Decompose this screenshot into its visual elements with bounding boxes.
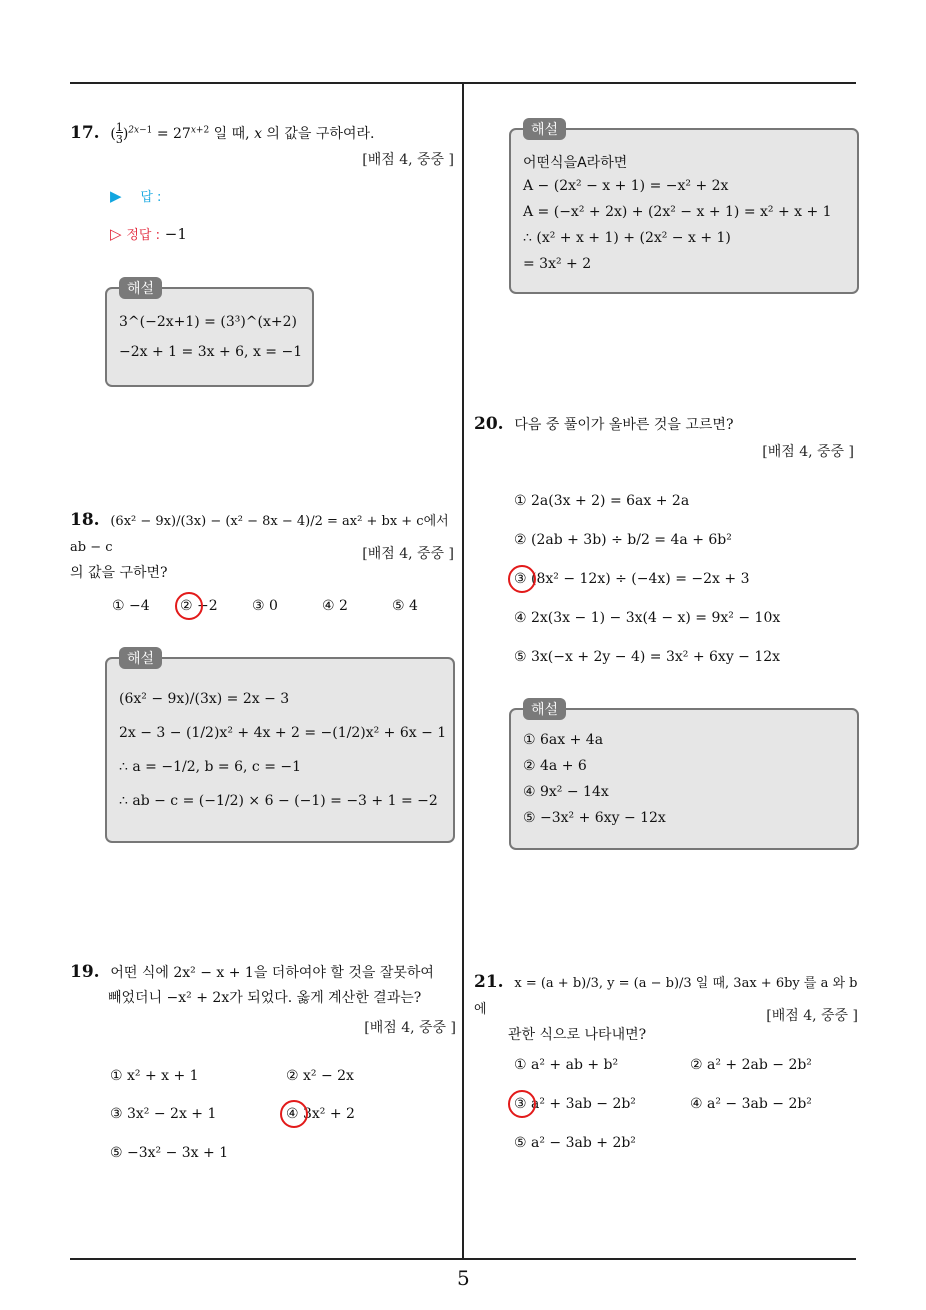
explanation-line: ∴ a = −1/2, b = 6, c = −1 — [119, 759, 302, 775]
explanation-box-20 — [509, 702, 859, 850]
problem-21 — [474, 970, 858, 1047]
choice-4[interactable]: ④ 3x² + 2 — [286, 1106, 355, 1122]
explanation-line: 3^(−2x+1) = (3³)^(x+2) — [119, 314, 297, 330]
problem-question-cont: 의 값을 구하면? — [70, 565, 168, 581]
selected-answer-circle — [508, 1090, 536, 1118]
problem-question: (6x² − 9x)/(3x) − (x² − 8x − 4)/2 = ax² + bx + c에서 ab − c — [70, 514, 449, 555]
problem-question: x = (a + b)/3, y = (a − b)/3 일 때, 3ax + 6by 를 a 와 b 에 — [474, 976, 858, 1017]
explanation-tag: 해설 — [119, 277, 162, 299]
explanation-box-19 — [509, 122, 859, 294]
problem-meta: [배점 4, 중중 ] — [364, 1020, 456, 1036]
selected-answer-circle — [280, 1100, 308, 1128]
explanation-tag: 해설 — [119, 647, 162, 669]
choice-3[interactable]: ③ (8x² − 12x) ÷ (−4x) = −2x + 3 — [514, 571, 750, 587]
page-number: 5 — [457, 1266, 470, 1290]
problem-18 — [70, 508, 454, 585]
explanation-line: ∴ ab − c = (−1/2) × 6 − (−1) = −3 + 1 = −2 — [119, 793, 438, 809]
correct-label: 정답 : — [126, 228, 160, 243]
choice-1[interactable]: ① 2a(3x + 2) = 6ax + 2a — [514, 493, 690, 509]
explanation-line: ⑤ −3x² + 6xy − 12x — [523, 810, 666, 826]
correct-marker: ▷ — [110, 225, 122, 243]
problem-number: 20. — [474, 414, 504, 434]
choice-5[interactable]: ⑤ −3x² − 3x + 1 — [110, 1145, 229, 1161]
answer-marker: ▶ — [110, 187, 122, 205]
problem-question: (1 $3)^{2x-1} = 27^{x+2}$ 일 때, x 의 값을 구하여라. — [110, 120, 375, 146]
problem-meta: [배점 4, 중중 ] — [762, 444, 854, 460]
problem-meta: [배점 4, 중중 ] — [362, 546, 454, 562]
problem-question: 어떤 식에 2x² − x + 1을 더하여야 할 것을 잘못하여 — [110, 965, 434, 981]
explanation-line: 2x − 3 − (1/2)x² + 4x + 2 = −(1/2)x² + 6x − 1 — [119, 725, 447, 741]
choice-2[interactable]: ② −2 — [180, 598, 218, 614]
explanation-tag: 해설 — [523, 118, 566, 140]
problem-19 — [70, 960, 456, 1036]
choice-5[interactable]: ⑤ 4 — [392, 598, 418, 614]
problem-meta: [배점 4, 중중 ] — [362, 152, 454, 168]
selected-answer-circle — [175, 592, 203, 620]
choice-2[interactable]: ② (2ab + 3b) ÷ b/2 = 4a + 6b² — [514, 532, 732, 548]
problem-number: 18. — [70, 510, 100, 530]
explanation-box-18 — [105, 651, 455, 843]
problem-meta: [배점 4, 중중 ] — [766, 1008, 858, 1024]
correct-answer-line — [110, 224, 187, 243]
choice-5[interactable]: ⑤ 3x(−x + 2y − 4) = 3x² + 6xy − 12x — [514, 649, 781, 665]
problem-question-cont: 빼었더니 −x² + 2x가 되었다. 옳게 계산한 결과는? — [108, 990, 422, 1006]
choice-3[interactable]: ③ a² + 3ab − 2b² — [514, 1096, 636, 1112]
problem-question: 다음 중 풀이가 올바른 것을 고르면? — [514, 417, 734, 433]
choice-2[interactable]: ② a² + 2ab − 2b² — [690, 1057, 812, 1073]
problem-number: 17. — [70, 122, 100, 143]
explanation-line: −2x + 1 = 3x + 6, x = −1 — [119, 344, 303, 360]
choice-4[interactable]: ④ 2x(3x − 1) − 3x(4 − x) = 9x² − 10x — [514, 610, 781, 626]
problem-number: 19. — [70, 962, 100, 982]
explanation-line: A = (−x² + 2x) + (2x² − x + 1) = x² + x + 1 — [523, 204, 832, 220]
explanation-line: ② 4a + 6 — [523, 758, 587, 774]
choice-1[interactable]: ① a² + ab + b² — [514, 1057, 619, 1073]
choice-2[interactable]: ② x² − 2x — [286, 1068, 354, 1084]
explanation-line: A − (2x² − x + 1) = −x² + 2x — [523, 178, 729, 194]
problem-number: 21. — [474, 972, 504, 992]
answer-line — [110, 186, 161, 205]
correct-value: −1 — [164, 225, 187, 243]
explanation-line: ① 6ax + 4a — [523, 732, 604, 748]
choice-3[interactable]: ③ 0 — [252, 598, 278, 614]
problem-17 — [70, 118, 454, 168]
problem-question-cont: 관한 식으로 나타내면? — [508, 1027, 647, 1043]
choice-4[interactable]: ④ 2 — [322, 598, 348, 614]
bottom-rule — [70, 1258, 856, 1260]
explanation-line: (6x² − 9x)/(3x) = 2x − 3 — [119, 691, 290, 707]
explanation-line: ④ 9x² − 14x — [523, 784, 609, 800]
choice-1[interactable]: ① x² + x + 1 — [110, 1068, 199, 1084]
answer-label: 답 : — [140, 190, 162, 205]
choice-4[interactable]: ④ a² − 3ab − 2b² — [690, 1096, 812, 1112]
choice-3[interactable]: ③ 3x² − 2x + 1 — [110, 1106, 217, 1122]
explanation-line: 어떤식을A라하면 — [523, 155, 628, 171]
explanation-line: = 3x² + 2 — [523, 256, 592, 272]
choice-5[interactable]: ⑤ a² − 3ab + 2b² — [514, 1135, 636, 1151]
explanation-tag: 해설 — [523, 698, 566, 720]
explanation-box-17 — [105, 281, 314, 387]
selected-answer-circle — [508, 565, 536, 593]
explanation-line: ∴ (x² + x + 1) + (2x² − x + 1) — [523, 230, 731, 246]
column-divider — [462, 84, 464, 1260]
choice-1[interactable]: ① −4 — [112, 598, 150, 614]
problem-20 — [474, 412, 854, 460]
